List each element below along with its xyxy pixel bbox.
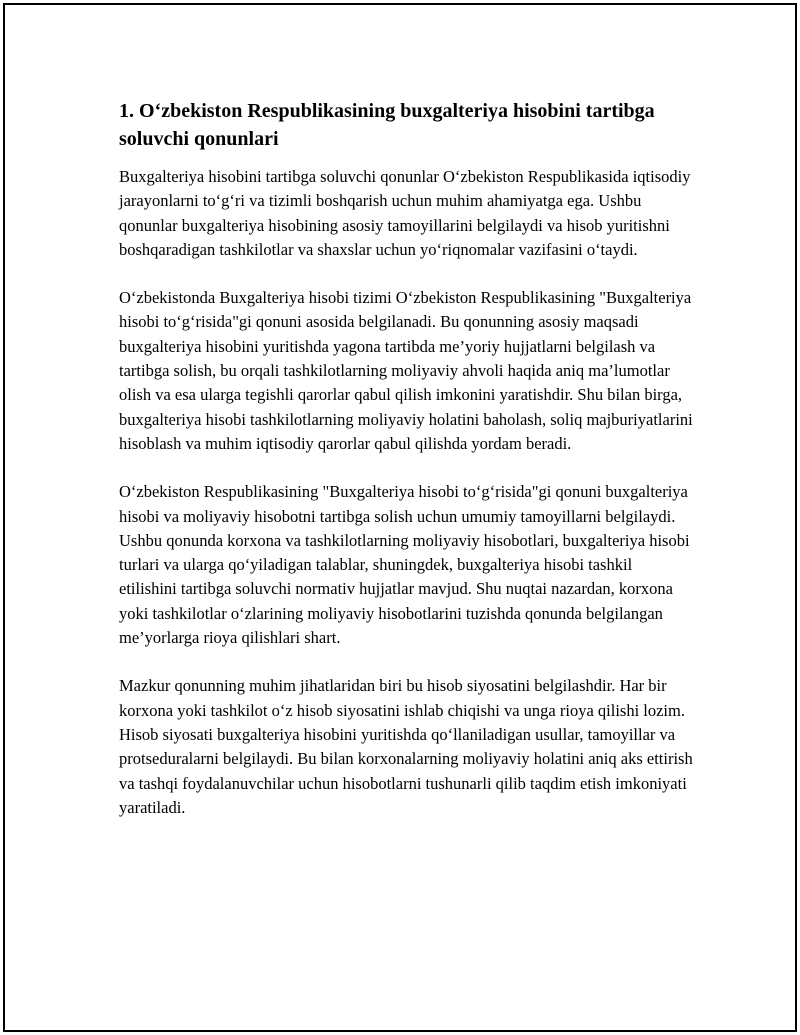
paragraph-2: O‘zbekistonda Buxgalteriya hisobi tizimi O‘zbekiston Respublikasining "Buxgalteriya hisobi to‘g‘risida"gi qonuni asosida belgilanadi. Bu qonunning asosiy maqsadi buxgalteriya hisobini yuritishda yagona tartibda me’yoriy hujjatlarni belgilash va tartibga solish, bu orqali tashkilotlarning moliyaviy ahvoli haqida aniq ma’lumotlar olish va esa ularga tegishli qarorlar qabul qilish imkonini yaratishdir. Shu bilan birga, buxgalteriya hisobi tashkilotlarning moliyaviy holatini baholash, soliq majburiyatlarini hisoblash va muhim iqtisodiy qarorlar qabul qilishda yordam beradi. [119, 288, 693, 453]
paragraph-4: Mazkur qonunning muhim jihatlaridan biri bu hisob siyosatini belgilashdir. Har bir korxona yoki tashkilot o‘z hisob siyosatini ishlab chiqishi va unga rioya qilishi lozim. Hisob siyosati buxgalteriya hisobini yuritishda qo‘llaniladigan usullar, tamoyillar va protseduralarni belgilaydi. Bu bilan korxonalarning moliyaviy holatini aniq aks ettirish va tashqi foydalanuvchilar uchun hisobotlarni tushunarli qilib taqdim etish imkoniyati yaratiladi. [119, 676, 693, 817]
paragraph-3: O‘zbekiston Respublikasining "Buxgalteriya hisobi to‘g‘risida"gi qonuni buxgalteriya hisobi va moliyaviy hisobotni tartibga solish uchun umumiy tamoyillarni belgilaydi. Ushbu qonunda korxona va tashkilotlarning moliyaviy hisobotlari, buxgalteriya hisobi turlari va ularga qo‘yiladigan talablar, shuningdek, buxgalteriya hisobi tashkil etilishini tartibga soluvchi normativ hujjatlar mavjud. Shu nuqtai nazardan, korxona yoki tashkilotlar o‘zlarining moliyaviy hisobotlarini tuzishda qonunda belgilangan me’yorlarga rioya qilishlari shart. [119, 482, 690, 648]
paragraph-1: Buxgalteriya hisobini tartibga soluvchi qonunlar O‘zbekiston Respublikasida iqtisodiy jarayonlarni to‘g‘ri va tizimli boshqarish uchun muhim ahamiyatga ega. Ushbu qonunlar buxgalteriya hisobining asosiy tamoyillarini belgilaydi va hisob yuritishni boshqaradigan tashkilotlar va shaxslar uchun yo‘riqnomalar vazifasini o‘taydi. [119, 167, 691, 259]
document-body [119, 97, 694, 844]
document-page [3, 3, 797, 1032]
section-title: 1. O‘zbekiston Respublikasining buxgalteriya hisobini tartibga soluvchi qonunlari [119, 100, 655, 150]
